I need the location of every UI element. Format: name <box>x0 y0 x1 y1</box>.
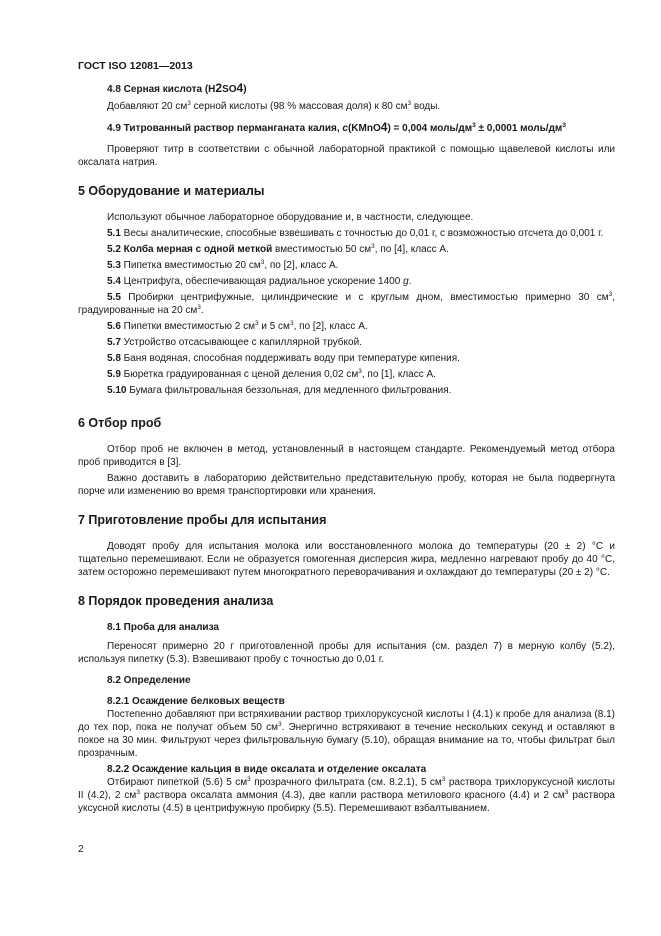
page-number: 2 <box>78 843 84 855</box>
paragraph-8-2-1: Постепенно добавляют при встряхивании раствор трихлоруксусной кислоты I (4.1) к пробе для анализа (8.1) до тех пор, пока не получат объем 50 $см^3$. Энергично встряхивают в течение нескольких секунд и оставляют в покое на 30 мин. Фильтруют через фильтровальную бумагу (5.10), обращая внимание на то, чтобы фильтрат был прозрачным. <box>78 709 615 759</box>
section-6-paragraph-2: Важно доставить в лабораторию действительно представительную пробу, которая не была подвергнута порче или изменению во время транспортировки или хранения. <box>78 473 615 497</box>
paragraph-4-9: Проверяют титр в соответствии с обычной лабораторной практикой с помощью щавелевой кислоты или оксалата натрия. <box>78 144 615 168</box>
paragraph-8-1: Переносят примерно 20 г приготовленной пробы для испытания (см. раздел 7) в мерную колбу (5.2), используя пипетку (5.3). Взвешивают пробу с точностью до 0,01 г. <box>78 641 615 665</box>
section-heading-5: 5 Оборудование и материалы <box>78 184 265 198</box>
subsection-title-8-2-1: 8.2.1 Осаждение белковых веществ <box>107 696 285 707</box>
section-5-intro: Используют обычное лабораторное оборудование и, в частности, следующее. <box>107 212 474 223</box>
section-6-paragraph-1: Отбор проб не включен в метод, установленный в настоящем стандарте. Рекомендуемый метод отбора проб приводится в [3]. <box>78 444 615 468</box>
standard-header: ГОСТ ISO 12081—2013 <box>78 60 193 72</box>
item-5-3: 5.3 Пипетка вместимостью 20 $см^3$, по [2], класс А. <box>107 259 339 271</box>
page-content <box>78 82 615 815</box>
section-heading-6: 6 Отбор проб <box>78 416 162 430</box>
item-5-2: 5.2 Колба мерная с одной меткой вместимостью 50 $см^3$, по [4], класс А. <box>107 243 449 255</box>
subsection-title-8-1: 8.1 Проба для анализа <box>107 622 219 633</box>
subsection-title-8-2-2: 8.2.2 Осаждение кальция в виде оксалата и отделение оксалата <box>107 764 427 775</box>
item-5-6: 5.6 Пипетки вместимостью 2 $см^3$ и 5 $см^3$, по [2], класс А. <box>107 320 368 332</box>
subsection-title-4-9: 4.9 Титрованный раствор перманганата калия, c(KMnO4) = 0,004 моль/$дм^3 \pm 0,0001$ моль/$дм^3$ <box>107 120 566 134</box>
item-5-5: 5.5 Пробирки центрифужные, цилиндрические и с круглым дном, вместимостью примерно 30 $см^3$, градуированные на 20 $см^3$. <box>78 291 615 316</box>
item-5-9: 5.9 Бюретка градуированная с ценой деления 0,02 $см^3$, по [1], класс А. <box>107 368 436 380</box>
item-5-4: 5.4 Центрифуга, обеспечивающая радиальное ускорение 1400 g. <box>107 276 412 287</box>
section-7-paragraph: Доводят пробу для испытания молока или восстановленного молока до температуры (20 ± 2) °С и тщательно перемешивают. Если не образуется гомогенная дисперсия жира, медленно нагревают пробу до 40 °С, затем осторожно перемешивают путем многократного переворачивания и охлаждают до температуры (20 ± 2) °С. <box>78 541 615 578</box>
section-heading-7: 7 Приготовление пробы для испытания <box>78 513 327 527</box>
subsection-title-4-8: 4.8 Серная кислота (H2SO4) <box>107 81 247 95</box>
item-5-1: 5.1 Весы аналитические, способные взвешивать с точностью до 0,01 г, с возможностью отсчета до 0,001 г. <box>107 228 604 239</box>
item-5-8: 5.8 Баня водяная, способная поддерживать воду при температуре кипения. <box>107 353 460 364</box>
paragraph-8-2-2: Отбирают пипеткой (5.6) 5 $см^3$ прозрачного фильтрата (см. 8.2.1), 5 $см^3$ раствора трихлоруксусной кислоты II (4.2), 2 $см^3$ раствора оксалата аммония (4.3), две капли раствора метилового красного (4.4) и 2 $см^3$ раствора уксусной кислоты (4.5) в центрифужную пробирку (5.5). Перемешивают взбалтыванием. <box>78 776 615 814</box>
item-5-10: 5.10 Бумага фильтровальная беззольная, для медленного фильтрования. <box>107 385 452 396</box>
section-heading-8: 8 Порядок проведения анализа <box>78 594 274 608</box>
paragraph-4-8: Добавляют 20 $см^3$ серной кислоты (98 % массовая доля) к 80 $см^3$ воды. <box>107 100 441 112</box>
item-5-7: 5.7 Устройство отсасывающее с капиллярной трубкой. <box>107 337 362 348</box>
subsection-title-8-2: 8.2 Определение <box>107 675 191 686</box>
